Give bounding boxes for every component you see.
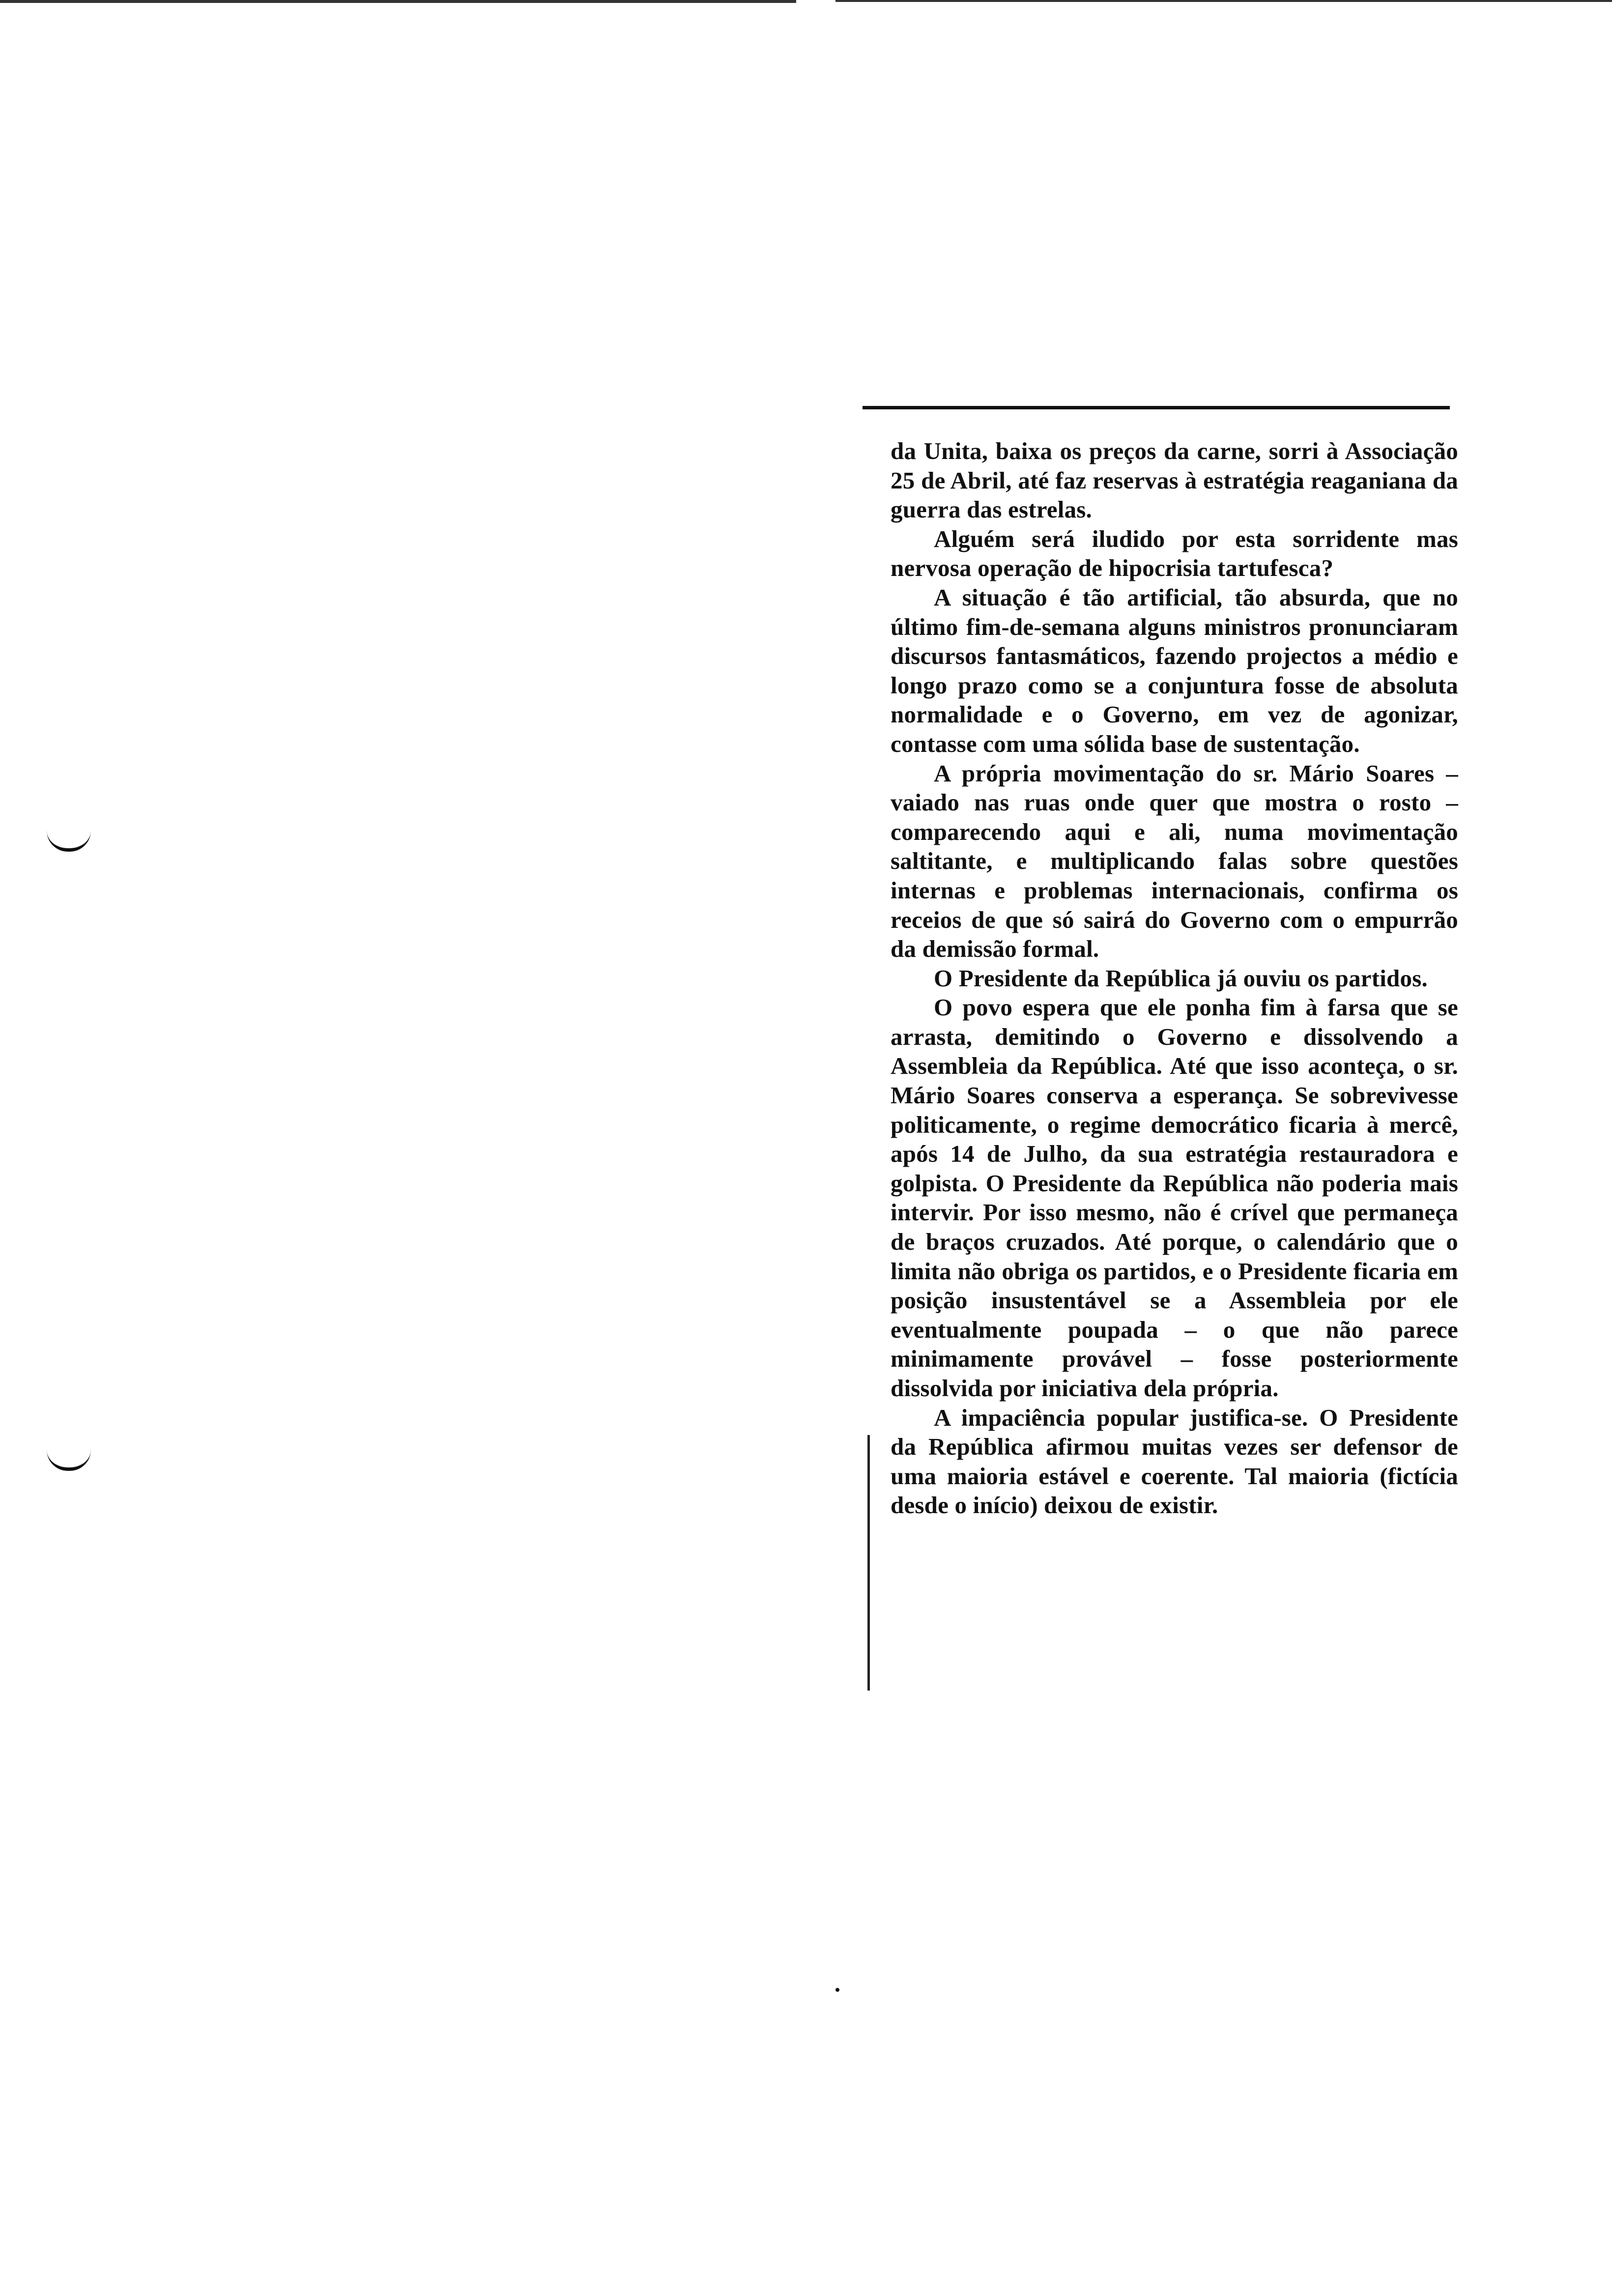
column-side-rule xyxy=(867,1435,870,1691)
article-paragraph: O povo espera que ele ponha fim à farsa que se arrasta, demitindo o Governo e dissolvendo a Assembleia da República. Até que isso aconteça, o sr. Mário Soares conserva a esperança. Se sobrevivesse politicamente, o regime democrático ficaria à mercê, após 14 de Julho, da sua estratégia restauradora e golpista. O Presidente da República não poderia mais intervir. Por isso mesmo, não é crível que permaneça de braços cruzados. Até porque, o calendário que o limita não obriga os partidos, e o Presidente ficaria em posição insustentável se a Assembleia por ele eventualmente poupada – o que não parece minimamente provável – fosse posteriormente dissolvida por iniciativa dela própria. xyxy=(891,994,1458,1402)
page-top-border xyxy=(0,0,796,3)
punch-hole-mark xyxy=(47,1450,91,1471)
article-column xyxy=(891,436,1458,1520)
article-paragraph: A própria movimentação do sr. Mário Soares – vaiado nas ruas onde quer que mostra o rosto – comparecendo aqui e ali, numa movimentação saltitante, e multiplicando falas sobre questões internas e problemas internacionais, confirma os receios de que só sairá do Governo com o empurrão da demissão formal. xyxy=(891,759,1458,963)
article-paragraph: Alguém será iludido por esta sorridente mas nervosa operação de hipocrisia tartufesca? xyxy=(891,525,1458,582)
article-paragraph: A situação é tão artificial, tão absurda, que no último fim-de-semana alguns ministros pronunciaram discursos fantasmáticos, fazendo projectos a médio e longo prazo como se a conjuntura fosse de absoluta normalidade e o Governo, em vez de agonizar, contasse com uma sólida base de sustentação. xyxy=(891,583,1458,757)
column-top-rule xyxy=(863,406,1450,409)
article-paragraph: A impaciência popular justifica-se. O Presidente da República afirmou muitas vezes ser defensor de uma maioria estável e coerente. Tal maioria (fictícia desde o início) deixou de existir. xyxy=(891,1404,1458,1519)
punch-hole-mark xyxy=(47,831,91,852)
page-top-border-right xyxy=(835,0,1612,2)
article-paragraph: O Presidente da República já ouviu os partidos. xyxy=(934,964,1428,992)
article-paragraph: da Unita, baixa os preços da carne, sorri à Associação 25 de Abril, até faz reservas à estratégia reaganiana da guerra das estrelas. xyxy=(891,437,1458,523)
scan-speck xyxy=(835,1988,839,1992)
